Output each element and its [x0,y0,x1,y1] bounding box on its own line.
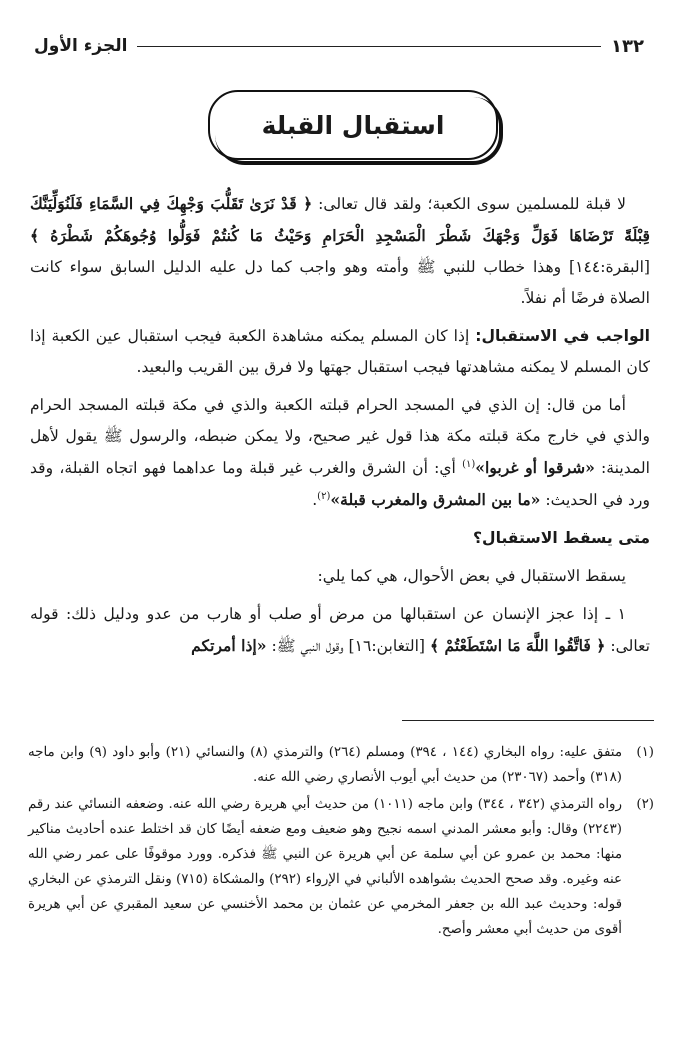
part-title: الجزء الأول [34,36,128,56]
paragraph-heading-2 [30,523,650,554]
running-header [34,34,644,58]
p4-text: يسقط الاستقبال في بعض الأحوال، هي كما يلي: [317,567,626,585]
footnote-item [28,740,654,790]
footnote-number: (١) [636,745,654,760]
section-title-frame [208,90,498,160]
hadith-quote-3: «إذا أمرتكم [191,636,267,655]
footnote-ref-1[interactable]: (١) [462,458,476,470]
p5-text-a: ١ ـ إذا عجز الإنسان عن استقبالها من مرض أو صلب أو هارب من عدو ودليل ذلك: قوله تعالى: [30,605,650,655]
quran-verse-baqarah: ﴿ قَدْ نَرَىٰ تَقَلُّبَ وَجْهِكَ فِي السَّمَاءِ فَلَنُوَلِّيَنَّكَ قِبْلَةً تَرْضَاهَا فَوَلِّ وَجْهَكَ شَطْرَ الْمَسْجِدِ الْحَرَامِ وَحَيْثُ مَا كُنتُمْ فَوَلُّوا وُجُوهَكُمْ شَطْرَهُ ﴾ [30,194,650,245]
p3-text-a: أما من قال: إن الذي في المسجد الحرام قبلته الكعبة والذي في مكة قبلته المسجد الحرام والذي في خارج مكة قبلته مكة هذا قول غير صحيح، ولا يمكن ضبطه، والرسول ﷺ يقول لأهل المدينة: [30,396,651,477]
p2-text: إذا كان المسلم يمكنه مشاهدة الكعبة فيجب استقبال عين الكعبة إذا كان المسلم لا يمكنه مشاهدتها فيجب استقبال جهتها ولا فرق بين القريب والبعيد. [30,327,650,376]
paragraph-5 [30,599,650,662]
footnote-number: (٢) [636,797,654,812]
subheading-when-drops: متى يسقط الاستقبال؟ [473,529,650,547]
footnote-item [28,792,654,942]
footnote-text: متفق عليه: رواه البخاري (١٤٤ ، ٣٩٤) ومسلم (٢٦٤) والترمذي (٨) والنسائي (٢١) وأبو داود (٩) وابن ماجه (٣١٨) وأحمد (٢٣٠٦٧) من حديث أبي أيوب الأنصاري رضي الله عنه. [28,745,622,785]
quran-verse-taghabun: ﴿ فَاتَّقُوا اللَّهَ مَا اسْتَطَعْتُمْ ﴾ [429,636,606,655]
paragraph-4 [30,561,650,592]
p3-text-b: أي: أن الشرق والغرب غير قبلة وما عداهما فهو اتجاه القبلة، وقد ورد في الحديث: [30,459,650,509]
hadith-quote-2: «ما بين المشرق والمغرب قبلة» [330,490,541,509]
p1-text-b: [البقرة:١٤٤] وهذا خطاب للنبي ﷺ وأمته وهو واجب كما دل عليه الدليل السابق سواء كانت الصلاة فرضًا أم نفلاً. [30,258,650,307]
footnotes [28,740,654,944]
footnote-separator [402,720,654,721]
footnote-text: رواه الترمذي (٣٤٢ ، ٣٤٤) وابن ماجه (١٠١١) من حديث أبي هريرة رضي الله عنه. وضعفه النسائي عند رقم (٢٢٤٣) وقال: وأبو معشر المدني اسمه نجيح وهو ضعيف ومع ضعفه أيضًا كان قد اختلط عنده أحاديث مناكير منها: محمد بن عمرو عن أبي سلمة عن أبي هريرة عن النبي ﷺ فذكره. وورد موقوفًا على عمر رضي الله عنه وغيره. وقد صحح الحديث بشواهده الألباني في الإرواء (٢٩٢) والمشكاة (٧١٥) ونقل الترمذي عن البخاري قوله: وحديث عبد الله بن جعفر المخرمي عن عثمان بن محمد الأخنسي عن سعيد المقبري عن أبي هريرة أقوى من حديث أبي معشر وأصح. [28,797,623,937]
paragraph-1 [30,188,650,314]
section-title: استقبال القبلة [261,110,445,140]
p3-text-c: . [312,491,318,509]
obligation-heading: الواجب في الاستقبال: [475,327,650,345]
p5-text-b: [التغابن:١٦] وقول النبي ﷺ: [266,637,430,655]
footnote-ref-2[interactable]: (٢) [317,490,331,502]
p1-text-a: لا قبلة للمسلمين سوى الكعبة؛ ولقد قال تعالى: [312,195,626,213]
hadith-quote-1: «شرقوا أو غربوا» [475,458,595,477]
page-number: ١٣٢ [611,35,644,57]
paragraph-2 [30,321,650,383]
body-text [30,188,650,669]
paragraph-3 [30,390,650,516]
header-rule [137,46,601,47]
